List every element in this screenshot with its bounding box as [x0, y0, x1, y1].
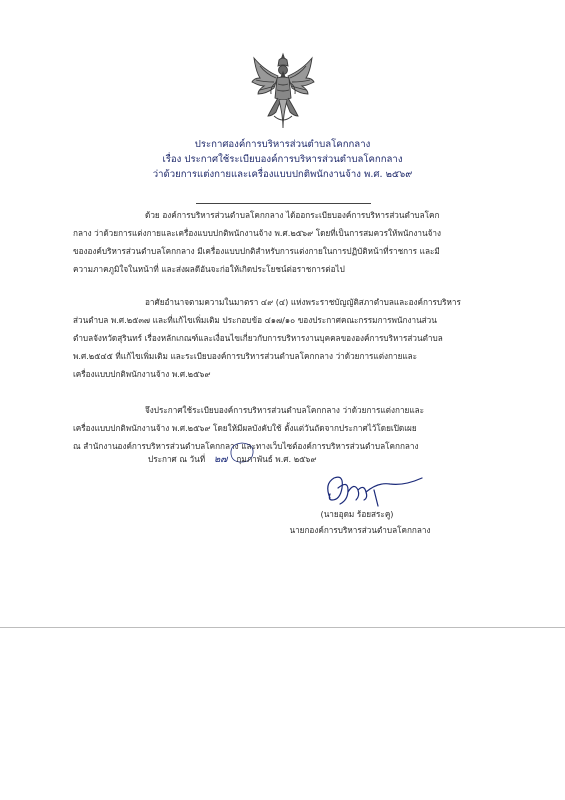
date-day: ๒๗: [214, 454, 228, 465]
body-paragraph-intro: ด้วย องค์การบริหารส่วนตำบลโคกกลาง ได้ออกระเบียบองค์การบริหารส่วนตำบลโคก กลาง ว่าด้วยการแต่งกายและเครื่องแบบปกติพนักงานจ้าง พ.ศ.๒๕๖๙ โดยที่เป็นการสมควรให้พนักงานจ้าง ขององค์บริหารส่วนตำบลโคกกลาง มีเครื่องแบบปกติสำหรับการแต่งกายในการปฏิบัติหน้าที่ราชการ และมี ความภาคภูมิใจในหน้าที่ และส่งผลดีอันจะก่อให้เกิดประโยชน์ต่อราชการต่อไป: [73, 210, 441, 274]
body-paragraph-announcement: จึงประกาศใช้ระเบียบองค์การบริหารส่วนตำบลโคกกลาง ว่าด้วยการแต่งกายและ เครื่องแบบปกติพนักงานจ้าง พ.ศ.๒๕๖๙ โดยให้มีผลบังคับใช้ ตั้งแต่วันถัดจากประกาศไว้โดยเปิดเผย ณ สำนักงานองค์การบริหารส่วนตำบลโคกกลาง และทางเว็บไซต์องค์การบริหารส่วนตำบลโคกกลาง: [73, 405, 425, 451]
title-line-regulation: ว่าด้วยการแต่งกายและเครื่องแบบปกติพนักงานจ้าง พ.ศ. ๒๕๖๙: [152, 169, 413, 180]
announcement-date: [148, 452, 317, 467]
date-month-year: กุมภาพันธ์ พ.ศ. ๒๕๖๙: [236, 454, 317, 464]
signer-position: นายกองค์การบริหารส่วนตำบลโคกกลาง: [289, 525, 431, 535]
body-paragraph-authority: อาศัยอำนาจตามความในมาตรา ๔๙ (๔) แห่งพระราชบัญญัติสภาตำบลและองค์การบริหาร ส่วนตำบล พ.ศ.๒๕๓๗ และที่แก้ไขเพิ่มเติม ประกอบข้อ ๔๑๗/๑๐ ของประกาศคณะกรรมการพนักงานส่วน ตำบลจังหวัดสุรินทร์ เรื่องหลักเกณฑ์และเงื่อนไขเกี่ยวกับการบริหารงานบุคคลขององค์การบริหารส่วนตำบล พ.ศ.๒๕๔๕ ที่แก้ไขเพิ่มเติม และระเบียบองค์การบริหารส่วนตำบลโคกกลาง ว่าด้วยการแต่งกายและ เครื่องแบบปกติพนักงานจ้าง พ.ศ.๒๕๖๙: [73, 297, 461, 379]
garuda-emblem-icon: [250, 52, 316, 130]
title-divider: [196, 203, 371, 204]
title-line-organization: ประกาศองค์การบริหารส่วนตำบลโคกกลาง: [194, 139, 371, 150]
title-line-subject: เรื่อง ประกาศใช้ระเบียบองค์การบริหารส่วนตำบลโคกกลาง: [162, 154, 403, 165]
document-title-block: [40, 137, 525, 182]
signer-name: (นายอุดม ร้อยสระคู): [320, 509, 394, 519]
date-prefix: ประกาศ ณ วันที่: [148, 454, 206, 464]
page-bottom-divider: [0, 627, 565, 628]
